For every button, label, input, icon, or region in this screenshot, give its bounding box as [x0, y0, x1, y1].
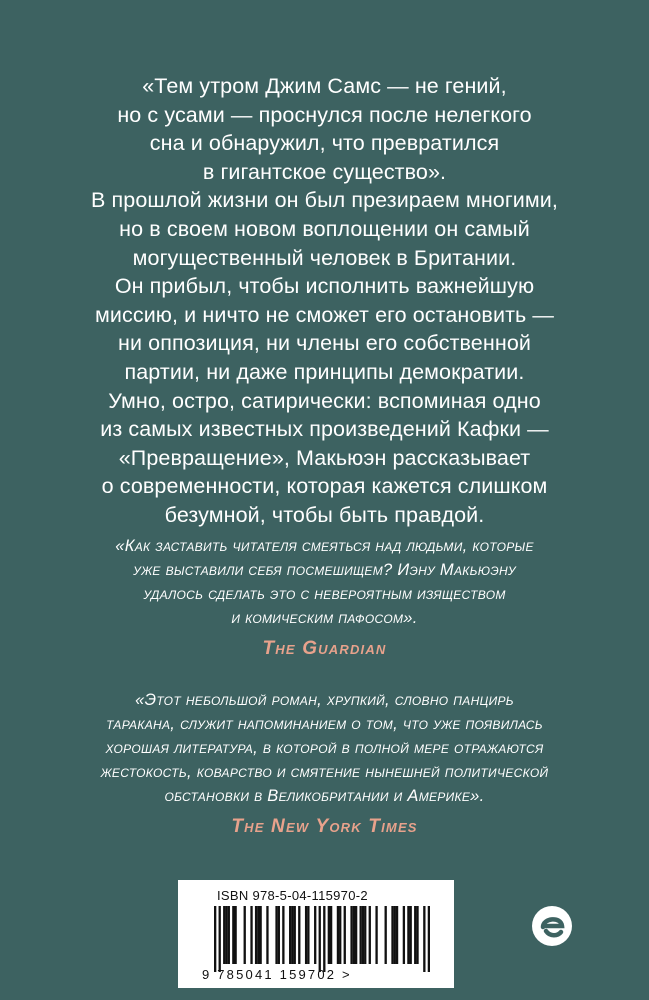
barcode-bar [410, 906, 412, 964]
barcode-bar [369, 906, 371, 964]
barcode-bar [259, 906, 261, 964]
barcode-bar [396, 906, 398, 964]
barcode-bar [275, 906, 277, 964]
review-line: удалось сделать это с невероятным изяществом [143, 585, 506, 603]
barcode-bar [305, 906, 307, 964]
barcode-bar [385, 906, 387, 964]
blurb-line: из самых известных произведений Кафки — [100, 417, 549, 442]
isbn-barcode [178, 880, 454, 988]
isbn-label: ISBN 978-5-04-115970-2 [217, 888, 368, 903]
barcode-bar [330, 906, 332, 964]
barcode-bar [428, 906, 430, 972]
barcode-bar [339, 906, 341, 964]
blurb-line: Умно, остро, сатирически: вспоминая одно [108, 388, 541, 413]
blurb-line: но с усами — проснулся после нелегкого [117, 102, 532, 127]
blurb-line: ни оппозиция, ни члены его собственной [118, 331, 531, 356]
barcode-bar [414, 906, 416, 964]
review-line: уже выставили себя посмешищем? Иэну Макьюэну [133, 561, 516, 579]
barcode-bar [223, 906, 225, 964]
barcode-bar [278, 906, 280, 964]
barcode-bar [232, 906, 234, 964]
blurb-line: В прошлой жизни он был презираем многими, [91, 188, 558, 213]
barcode-bar [250, 906, 252, 964]
barcode-bar [394, 906, 396, 964]
review-guardian [30, 534, 619, 662]
blurb-line: о современности, которая кажется слишком [101, 474, 548, 499]
barcode-bar [266, 906, 268, 964]
barcode-bar [291, 906, 293, 964]
barcode-bar [403, 906, 405, 964]
barcode-bar [214, 906, 216, 972]
barcode-bar [407, 906, 409, 964]
barcode-bar [319, 906, 321, 972]
barcode-bar [298, 906, 300, 964]
review-line: жестокость, коварство и смятение нынешней политической [100, 763, 549, 781]
barcode-bar [228, 906, 230, 964]
barcode-bar [375, 906, 377, 964]
barcode-bar [234, 906, 236, 964]
review-line: хорошая литература, в которой в полной мере отражаются [105, 739, 544, 757]
barcode-bar [355, 906, 357, 964]
barcode-bar [219, 906, 221, 972]
blurb-line: «Тем утром Джим Самс — не гений, [142, 74, 507, 98]
blurb-line: могущественный человек в Британии. [132, 245, 517, 270]
barcode-bar [337, 906, 339, 964]
review-line: таракана, служит напоминанием о том, что уже появилась [106, 715, 543, 733]
review-line: обстановки в Великобритании и Америке». [164, 787, 485, 805]
barcode-bar [255, 906, 257, 964]
barcode-bar [364, 906, 366, 964]
blurb-line: партии, ни даже принципы демократии. [124, 359, 525, 384]
barcode-bar [314, 906, 316, 964]
barcode-bar [323, 906, 325, 972]
barcode-bar [328, 906, 330, 964]
barcode-bar [353, 906, 355, 964]
barcode-bar [225, 906, 227, 964]
barcode-bar [416, 906, 418, 964]
review-line: «Этот небольшой роман, хрупкий, словно панцирь [135, 691, 514, 709]
review-source: The Guardian [262, 638, 387, 659]
blurb-line: но в своем новом воплощении он самый [119, 216, 530, 241]
eksmo-logo-icon [530, 904, 574, 948]
review-source: The New York Times [231, 816, 418, 837]
blurb-line: безумной, чтобы быть правдой. [164, 502, 485, 527]
review-line: «Как заставить читателя смеяться над людьми, которые [115, 537, 534, 555]
barcode-bar [360, 906, 362, 964]
blurb-line: миссию, и ничто не сможет его остановить — [95, 302, 554, 327]
blurb-line: Он прибыл, чтобы исполнить важнейшую [114, 274, 535, 299]
review-line: и комическим пафосом». [231, 609, 418, 627]
barcode-bar [423, 906, 425, 972]
blurb-line: в гигантское существо». [202, 159, 447, 184]
review-nyt [30, 688, 619, 840]
barcode-bar [391, 906, 393, 964]
barcode-bar [344, 906, 346, 964]
barcode-bar [307, 906, 309, 964]
blurb-line: сна и обнаружил, что превратился [149, 131, 500, 156]
barcode-bar [282, 906, 284, 964]
blurb-text [40, 72, 609, 530]
barcode-bars [214, 906, 430, 972]
barcode-bar [257, 906, 259, 964]
barcode-bar [244, 906, 246, 964]
blurb-line: «Превращение», Макьюэн рассказывает [118, 445, 531, 470]
barcode-bar [289, 906, 291, 964]
barcode-digits: 9 785041 159702 > [202, 967, 352, 982]
barcode-bar [294, 906, 296, 964]
barcode-bar [350, 906, 352, 964]
barcode-bar [362, 906, 364, 964]
